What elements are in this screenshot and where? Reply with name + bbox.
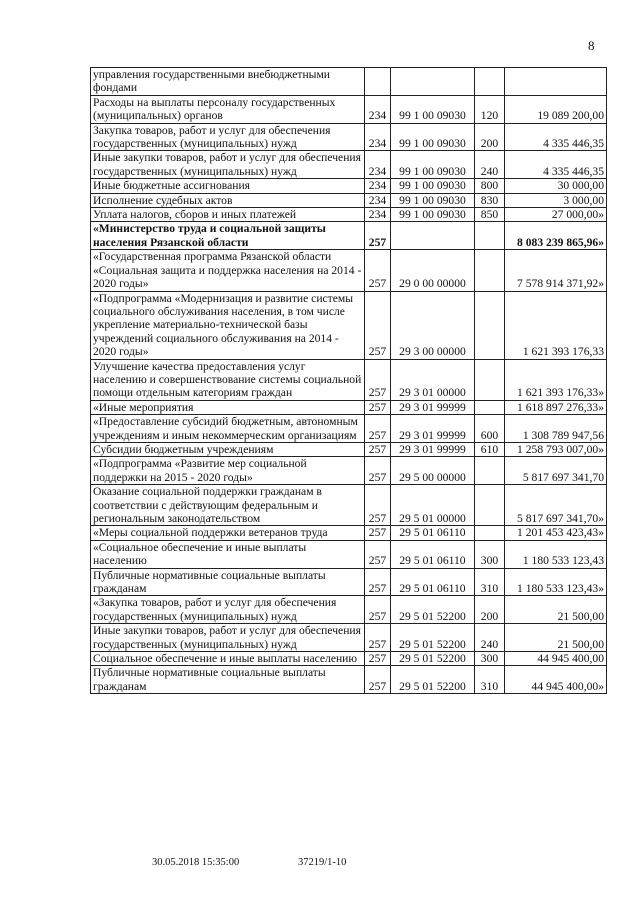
footer-datetime: 30.05.2018 15:35:00 — [152, 857, 240, 868]
row-ministry-code-cell: 257 — [365, 652, 391, 666]
row-expense-type-cell: 120 — [475, 95, 505, 123]
row-target-article-cell — [391, 222, 475, 250]
row-expense-type-cell — [475, 526, 505, 540]
row-name-cell: «Министерство труда и социальной защиты населения Рязанской области — [91, 222, 365, 250]
row-expense-type-cell: 830 — [475, 193, 505, 207]
row-expense-type-cell — [475, 222, 505, 250]
budget-table-body — [91, 68, 607, 694]
table-row — [91, 442, 607, 456]
row-name-cell: Публичные нормативные социальные выплаты гражданам — [91, 666, 365, 694]
table-row — [91, 193, 607, 207]
row-name-cell: Уплата налогов, сборов и иных платежей — [91, 208, 365, 222]
footer-doc-number: 37219/1-10 — [298, 857, 347, 868]
row-expense-type-cell: 610 — [475, 442, 505, 456]
table-row — [91, 359, 607, 400]
row-name-cell: «Государственная программа Рязанской области «Социальная защита и поддержка населения на 2014 - 2020 годы» — [91, 250, 365, 291]
row-name-cell: Исполнение судебных актов — [91, 193, 365, 207]
row-ministry-code-cell: 257 — [365, 666, 391, 694]
row-target-article-cell: 29 5 01 06110 — [391, 540, 475, 568]
row-amount-cell — [505, 68, 607, 96]
row-ministry-code-cell: 257 — [365, 359, 391, 400]
row-name-cell: Расходы на выплаты персоналу государственных (муниципальных) органов — [91, 95, 365, 123]
row-expense-type-cell — [475, 359, 505, 400]
row-name-cell: Социальное обеспечение и иные выплаты населению — [91, 652, 365, 666]
row-expense-type-cell: 310 — [475, 568, 505, 596]
row-ministry-code-cell: 234 — [365, 208, 391, 222]
row-amount-cell: 1 618 897 276,33» — [505, 400, 607, 414]
table-row — [91, 179, 607, 193]
row-target-article-cell: 29 3 01 99999 — [391, 415, 475, 443]
table-row — [91, 526, 607, 540]
row-ministry-code-cell: 257 — [365, 596, 391, 624]
row-amount-cell: 44 945 400,00» — [505, 666, 607, 694]
table-row — [91, 568, 607, 596]
row-ministry-code-cell: 257 — [365, 415, 391, 443]
row-amount-cell: 19 089 200,00 — [505, 95, 607, 123]
row-amount-cell: 1 201 453 423,43» — [505, 526, 607, 540]
row-target-article-cell: 29 5 01 52200 — [391, 596, 475, 624]
table-row — [91, 151, 607, 179]
row-target-article-cell: 29 5 01 06110 — [391, 526, 475, 540]
row-name-cell: Закупка товаров, работ и услуг для обеспечения государственных (муниципальных) нужд — [91, 123, 365, 151]
row-ministry-code-cell: 257 — [365, 540, 391, 568]
row-target-article-cell: 29 3 01 99999 — [391, 442, 475, 456]
row-amount-cell: 1 308 789 947,56 — [505, 415, 607, 443]
row-ministry-code-cell: 234 — [365, 151, 391, 179]
row-target-article-cell: 99 1 00 09030 — [391, 151, 475, 179]
row-ministry-code-cell: 234 — [365, 95, 391, 123]
row-expense-type-cell: 200 — [475, 596, 505, 624]
row-expense-type-cell — [475, 291, 505, 359]
row-target-article-cell — [391, 68, 475, 96]
row-expense-type-cell: 310 — [475, 666, 505, 694]
table-row — [91, 652, 607, 666]
row-ministry-code-cell: 234 — [365, 193, 391, 207]
row-name-cell: Иные закупки товаров, работ и услуг для обеспечения государственных (муниципальных) нужд — [91, 624, 365, 652]
row-ministry-code-cell: 257 — [365, 624, 391, 652]
row-ministry-code-cell: 234 — [365, 179, 391, 193]
table-row — [91, 596, 607, 624]
row-ministry-code-cell: 257 — [365, 291, 391, 359]
table-row — [91, 400, 607, 414]
table-row — [91, 291, 607, 359]
row-name-cell: «Предоставление субсидий бюджетным, автономным учреждениям и иным некоммерческим организациям — [91, 415, 365, 443]
row-amount-cell: 1 180 533 123,43» — [505, 568, 607, 596]
page-number: 8 — [588, 38, 595, 53]
row-amount-cell: 1 258 793 007,00» — [505, 442, 607, 456]
row-ministry-code-cell: 234 — [365, 123, 391, 151]
table-row — [91, 666, 607, 694]
row-name-cell: Иные бюджетные ассигнования — [91, 179, 365, 193]
row-target-article-cell: 99 1 00 09030 — [391, 208, 475, 222]
row-ministry-code-cell: 257 — [365, 526, 391, 540]
row-target-article-cell: 99 1 00 09030 — [391, 95, 475, 123]
table-row — [91, 250, 607, 291]
row-target-article-cell: 29 3 01 99999 — [391, 400, 475, 414]
row-target-article-cell: 99 1 00 09030 — [391, 193, 475, 207]
row-name-cell: Улучшение качества предоставления услуг населению и совершенствование системы социальной помощи отдельным категориям граждан — [91, 359, 365, 400]
row-expense-type-cell: 850 — [475, 208, 505, 222]
row-amount-cell: 1 621 393 176,33» — [505, 359, 607, 400]
row-name-cell: «Закупка товаров, работ и услуг для обеспечения государственных (муниципальных) нужд — [91, 596, 365, 624]
row-amount-cell: 1 621 393 176,33 — [505, 291, 607, 359]
table-row — [91, 485, 607, 526]
row-amount-cell: 30 000,00 — [505, 179, 607, 193]
row-expense-type-cell: 600 — [475, 415, 505, 443]
row-target-article-cell: 29 5 00 00000 — [391, 457, 475, 485]
table-row — [91, 123, 607, 151]
row-target-article-cell: 29 3 01 00000 — [391, 359, 475, 400]
row-ministry-code-cell: 257 — [365, 222, 391, 250]
table-row — [91, 208, 607, 222]
row-expense-type-cell — [475, 457, 505, 485]
row-amount-cell: 8 083 239 865,96» — [505, 222, 607, 250]
row-name-cell: «Социальное обеспечение и иные выплаты населению — [91, 540, 365, 568]
row-expense-type-cell — [475, 485, 505, 526]
row-expense-type-cell: 300 — [475, 652, 505, 666]
row-target-article-cell: 29 5 01 06110 — [391, 568, 475, 596]
table-row — [91, 540, 607, 568]
row-target-article-cell: 29 0 00 00000 — [391, 250, 475, 291]
row-amount-cell: 4 335 446,35 — [505, 151, 607, 179]
row-name-cell: «Подпрограмма «Модернизация и развитие системы социального обслуживания населения, в том числе укрепление материально-технической базы учреждений социального обслуживания на 2014 - 2020 годы» — [91, 291, 365, 359]
row-amount-cell: 27 000,00» — [505, 208, 607, 222]
row-amount-cell: 21 500,00 — [505, 596, 607, 624]
row-name-cell: «Подпрограмма «Развитие мер социальной поддержки на 2015 - 2020 годы» — [91, 457, 365, 485]
row-target-article-cell: 29 5 01 52200 — [391, 624, 475, 652]
row-ministry-code-cell: 257 — [365, 568, 391, 596]
row-target-article-cell: 99 1 00 09030 — [391, 179, 475, 193]
row-expense-type-cell — [475, 250, 505, 291]
row-target-article-cell: 99 1 00 09030 — [391, 123, 475, 151]
row-amount-cell: 3 000,00 — [505, 193, 607, 207]
table-row — [91, 415, 607, 443]
row-name-cell: Иные закупки товаров, работ и услуг для обеспечения государственных (муниципальных) нужд — [91, 151, 365, 179]
row-target-article-cell: 29 5 01 52200 — [391, 652, 475, 666]
row-ministry-code-cell — [365, 68, 391, 96]
row-expense-type-cell — [475, 68, 505, 96]
row-name-cell: Оказание социальной поддержки гражданам в соответствии с действующим федеральным и региональным законодательством — [91, 485, 365, 526]
row-amount-cell: 5 817 697 341,70 — [505, 457, 607, 485]
row-ministry-code-cell: 257 — [365, 485, 391, 526]
table-row — [91, 457, 607, 485]
table-row — [91, 68, 607, 96]
row-name-cell: Субсидии бюджетным учреждениям — [91, 442, 365, 456]
row-expense-type-cell: 240 — [475, 624, 505, 652]
row-target-article-cell: 29 3 00 00000 — [391, 291, 475, 359]
row-ministry-code-cell: 257 — [365, 400, 391, 414]
row-target-article-cell: 29 5 01 00000 — [391, 485, 475, 526]
row-ministry-code-cell: 257 — [365, 442, 391, 456]
budget-table — [90, 67, 607, 694]
row-amount-cell: 7 578 914 371,92» — [505, 250, 607, 291]
row-name-cell: Публичные нормативные социальные выплаты гражданам — [91, 568, 365, 596]
row-name-cell: «Меры социальной поддержки ветеранов труда — [91, 526, 365, 540]
row-amount-cell: 44 945 400,00 — [505, 652, 607, 666]
row-expense-type-cell — [475, 400, 505, 414]
row-expense-type-cell: 800 — [475, 179, 505, 193]
row-ministry-code-cell: 257 — [365, 250, 391, 291]
row-expense-type-cell: 300 — [475, 540, 505, 568]
table-row — [91, 222, 607, 250]
row-expense-type-cell: 200 — [475, 123, 505, 151]
table-row — [91, 95, 607, 123]
row-name-cell: «Иные мероприятия — [91, 400, 365, 414]
row-amount-cell: 4 335 446,35 — [505, 123, 607, 151]
row-amount-cell: 5 817 697 341,70» — [505, 485, 607, 526]
row-amount-cell: 21 500,00 — [505, 624, 607, 652]
row-expense-type-cell: 240 — [475, 151, 505, 179]
row-amount-cell: 1 180 533 123,43 — [505, 540, 607, 568]
row-name-cell: управления государственными внебюджетными фондами — [91, 68, 365, 96]
table-row — [91, 624, 607, 652]
row-target-article-cell: 29 5 01 52200 — [391, 666, 475, 694]
row-ministry-code-cell: 257 — [365, 457, 391, 485]
